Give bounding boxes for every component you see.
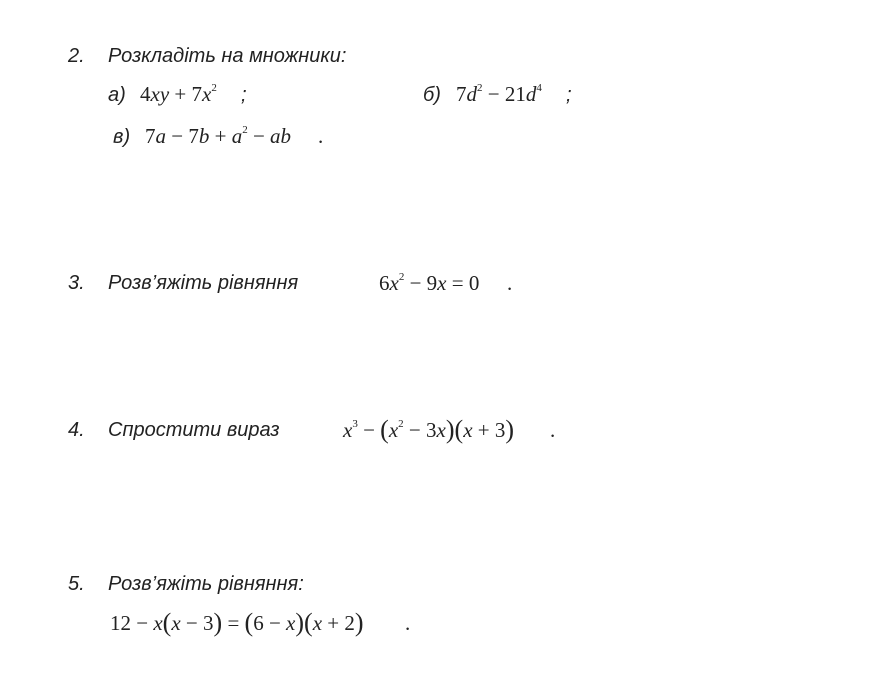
task-5-period: . — [405, 611, 411, 635]
task-2a-semicolon: ; — [241, 84, 247, 106]
task-5-number: 5. — [68, 573, 85, 595]
task-2v-label: в) — [113, 126, 131, 148]
task-3-title: Розв’яжіть рівняння — [108, 272, 299, 294]
task-2b-semicolon: ; — [566, 84, 572, 106]
task-4-number: 4. — [68, 419, 85, 441]
task-2b-expression: $7d^2 - 21d^4$ — [456, 82, 542, 106]
task-2b-label: б) — [423, 84, 441, 106]
task-2v-expression: $7a - 7b + a^2$ − ab — [145, 124, 292, 148]
task-2a-expression: $4xy + 7x^2$ — [140, 82, 217, 106]
task-4-title: Спростити вираз — [108, 419, 280, 441]
task-2-number: 2. — [68, 45, 85, 67]
task-3-equation: $6x^2 - 9x = 0$ — [379, 271, 480, 295]
task-5-title: Розв’яжіть рівняння: — [108, 573, 304, 595]
task-3-period: . — [507, 271, 513, 295]
task-4-period: . — [550, 418, 556, 442]
task-2-title: Розкладіть на множники: — [108, 45, 347, 67]
task-4-expression: $x^3 - (x^2 - 3x)(x + 3)$ — [343, 415, 515, 444]
task-3-number: 3. — [68, 272, 85, 294]
task-2a-label: а) — [108, 84, 126, 106]
task-2v-period: . — [318, 124, 324, 148]
task-5-equation: 12 − x(x − 3) = (6 − x)(x + 2) — [110, 608, 364, 637]
